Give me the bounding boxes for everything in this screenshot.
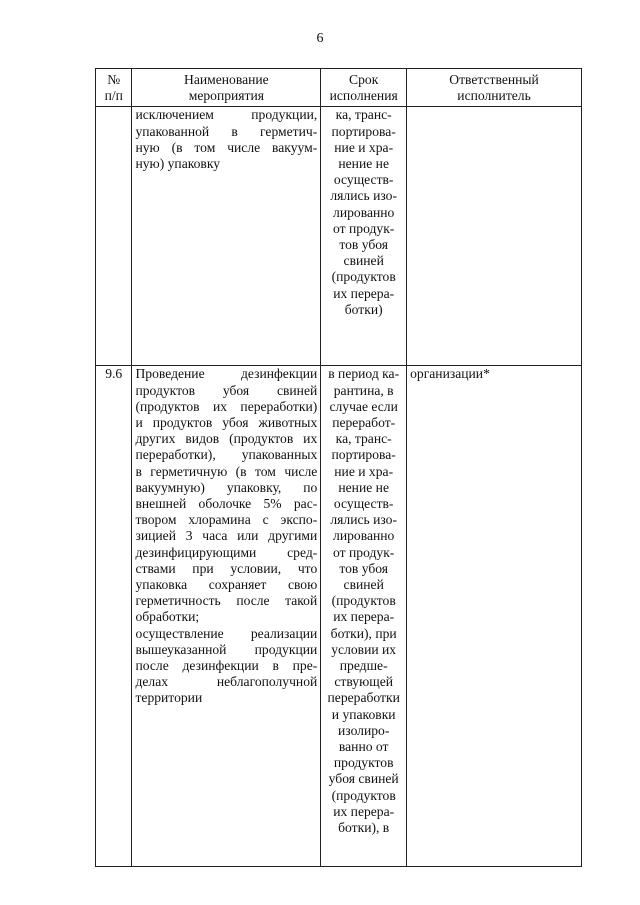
table-row <box>96 107 582 366</box>
header-number: № п/п <box>96 69 132 107</box>
activity-line: вакуумную) упаковку, по <box>135 479 318 495</box>
deadline-line: (продуктов <box>331 593 396 609</box>
deadline-line: портирова- <box>331 123 396 139</box>
deadline-line: лированно <box>333 528 395 544</box>
deadline-line: (продуктов <box>331 269 396 285</box>
deadline-line: свиней <box>343 577 384 593</box>
header-activity: Наименование мероприятия <box>132 69 321 107</box>
deadline-line: осуществ- <box>333 496 394 512</box>
deadline-line: (продуктов <box>331 787 396 803</box>
deadline-line: предше- <box>339 658 388 674</box>
activity-line: зицией 3 часа или другими <box>135 528 318 544</box>
deadline-line: осуществ- <box>333 172 394 188</box>
row-deadline <box>321 366 407 867</box>
deadline-line: тов убоя <box>339 560 389 576</box>
table-row <box>96 366 582 867</box>
deadline-line: тов убоя <box>339 237 389 253</box>
activity-line: Проведение дезинфекции <box>135 366 318 382</box>
deadline-line: ка, транс- <box>335 107 392 123</box>
deadline-line: ботки), в <box>338 820 390 836</box>
deadline-line: в период ка- <box>328 366 400 382</box>
activity-line: исключением продукции, <box>135 107 318 123</box>
row-activity <box>132 107 321 366</box>
activity-line: вышеуказанной продукции <box>135 641 318 657</box>
deadline-line: продуктов <box>333 755 394 771</box>
deadline-line: от продук- <box>333 544 395 560</box>
row-number <box>96 107 132 366</box>
table-header-row <box>96 69 582 107</box>
activity-line: осуществление реализации <box>135 625 318 641</box>
deadline-line: условии их <box>331 641 397 657</box>
row-responsible <box>407 107 582 366</box>
deadline-line: их перера- <box>333 285 395 301</box>
activity-line: герметичность после такой <box>135 593 318 609</box>
deadline-line: их перера- <box>333 803 395 819</box>
deadline-line: и упаковки <box>331 706 396 722</box>
activity-line: переработки), упакованных <box>135 447 318 463</box>
deadline-line: нение не <box>338 156 389 172</box>
deadline-line: ние и хра- <box>334 463 394 479</box>
activity-line: в герметичную (в том числе <box>135 463 318 479</box>
row-activity <box>132 366 321 867</box>
activity-line: ную (в том числе вакуум- <box>135 139 318 155</box>
deadline-line: их перера- <box>333 609 395 625</box>
row-deadline <box>321 107 407 366</box>
deadline-line: случае если <box>329 398 398 414</box>
row-responsible: организации* <box>407 366 582 867</box>
deadline-line: ка, транс- <box>335 431 392 447</box>
activity-line: и продуктов убоя животных <box>135 415 318 431</box>
deadline-line: лялись изо- <box>330 188 397 204</box>
deadline-line: рантина, в <box>333 382 394 398</box>
activities-table <box>95 68 582 867</box>
deadline-line: ванно от <box>338 739 389 755</box>
header-responsible: Ответственный исполнитель <box>407 69 582 107</box>
activity-line: после дезинфекции в пре- <box>135 658 318 674</box>
activity-line: упаковка сохраняет свою <box>135 577 318 593</box>
deadline-line: ствующей <box>334 674 394 690</box>
deadline-line: лированно <box>333 204 395 220</box>
deadline-line: переработки <box>327 690 400 706</box>
deadline-line: убоя свиней <box>328 771 399 787</box>
deadline-line: нение не <box>338 479 389 495</box>
deadline-line: ботки) <box>344 301 383 317</box>
activity-line: ствами при условии, что <box>135 560 318 576</box>
activity-line: дезинфицирующими сред- <box>135 544 318 560</box>
activity-line: обработки; <box>135 609 200 625</box>
activity-line: (продуктов их переработки) <box>135 398 318 414</box>
activity-line: твором хлорамина с экспо- <box>135 512 318 528</box>
activity-line: упакованной в герметич- <box>135 123 318 139</box>
deadline-line: лялись изо- <box>330 512 397 528</box>
activity-line: других видов (продуктов их <box>135 431 318 447</box>
activity-line: ную) упаковку <box>135 156 221 172</box>
activity-line: делах неблагополучной <box>135 674 318 690</box>
activity-line: территории <box>135 690 203 706</box>
deadline-line: свиней <box>343 253 384 269</box>
activity-line: внешней оболочке 5% рас- <box>135 496 318 512</box>
deadline-line: ботки), при <box>330 625 397 641</box>
deadline-line: от продук- <box>333 220 395 236</box>
activity-line: продуктов убоя свиней <box>135 382 318 398</box>
deadline-line: изолиро- <box>338 722 390 738</box>
deadline-line: портирова- <box>331 447 396 463</box>
page-number: 6 <box>316 31 324 46</box>
header-deadline: Срок исполнения <box>321 69 407 107</box>
deadline-line: переработ- <box>332 415 396 431</box>
deadline-line: ние и хра- <box>334 139 394 155</box>
row-number: 9.6 <box>96 366 132 867</box>
